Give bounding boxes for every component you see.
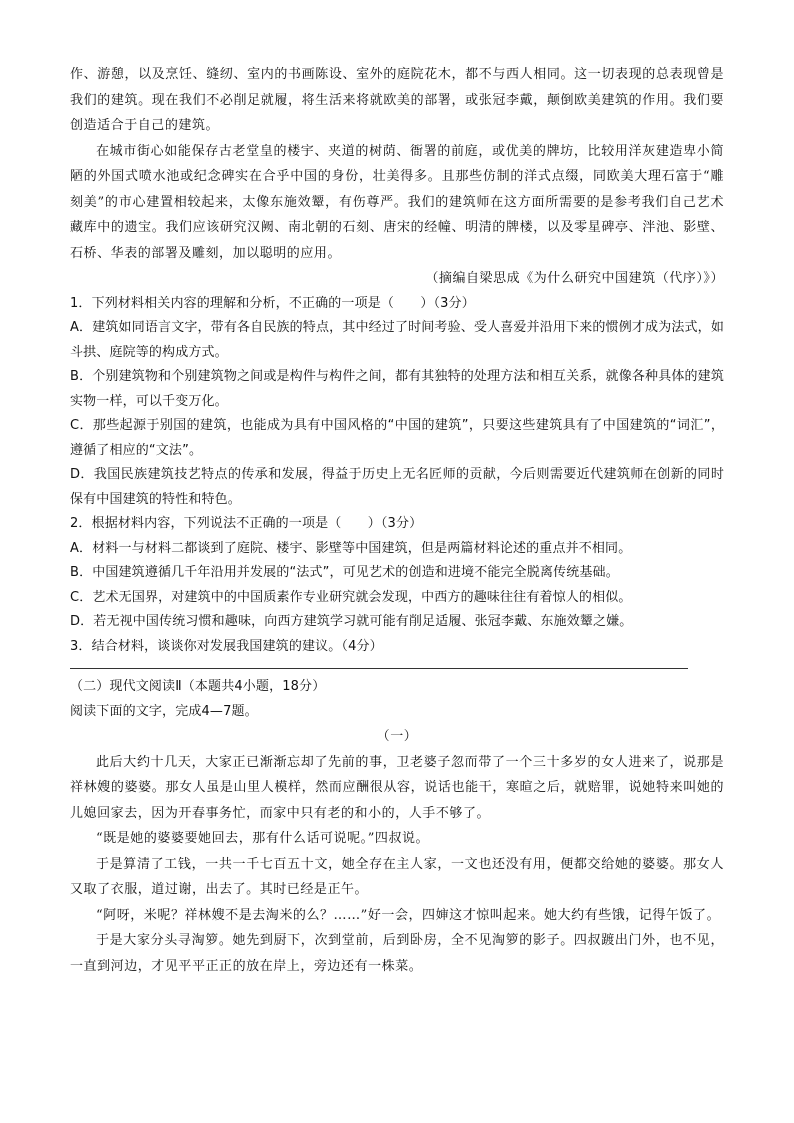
question-1 bbox=[70, 292, 724, 513]
question-2-option-c: C．艺术无国界，对建筑中的中国质素作专业研究就会发现，中西方的趣味往往有着惊人的相似。 bbox=[70, 589, 632, 605]
section-divider bbox=[70, 668, 688, 669]
question-1-option-b: B．个别建筑物和个别建筑物之间或是构件与构件之间，都有其独特的处理方法和相互关系，就像各种具体的建筑实物一样，可以千变万化。 bbox=[70, 369, 724, 409]
exam-page bbox=[70, 62, 724, 979]
question-3-stem: 3．结合材料，谈谈你对发展我国建筑的建议。（4分） bbox=[70, 638, 383, 654]
passage-paragraph: 于是大家分头寻淘箩。她先到厨下，次到堂前，后到卧房，全不见淘箩的影子。四叔踱出门外，也不见，一直到河边，才见平平正正的放在岸上，旁边还有一株菜。 bbox=[70, 933, 724, 974]
section-two bbox=[70, 675, 724, 979]
passage-part-label: （一） bbox=[376, 729, 418, 744]
material-one-paragraph-continued: 作、游憩，以及烹饪、缝纫、室内的书画陈设、室外的庭院花木，都不与西人相同。这一切表现的总表现曾是我们的建筑。现在我们不必削足就履，将生活来将就欧美的部署，或张冠李戴，颠倒欧美建筑的作用。我们要创造适合于自己的建筑。 bbox=[70, 67, 724, 133]
material-one-paragraph: 在城市街心如能保存古老堂皇的楼宇、夹道的树荫、衙署的前庭，或优美的牌坊，比较用洋灰建造卑小简陋的外国式喷水池或纪念碑实在合乎中国的身份，壮美得多。且那些仿制的洋式点缀，同欧美大理石富于“雕刻美”的市心建置相较起来，太像东施效颦，有伤尊严。我们的建筑师在这方面所需要的是参考我们自己艺术藏库中的遗宝。我们应该研究汉阙、南北朝的石刻、唐宋的经幢、明清的牌楼，以及零星碑亭、泮池、影壁、石桥、华表的部署及雕刻，加以聪明的应用。 bbox=[70, 143, 724, 261]
passage-paragraph: 此后大约十几天，大家正已渐渐忘却了先前的事，卫老婆子忽而带了一个三十多岁的女人进来了，说那是祥林嫂的婆婆。那女人虽是山里人模样，然而应酬很从容，说话也能干，寒暄之后，就赔罪，说她特来叫她的儿媳回家去，因为开春事务忙，而家中只有老的和小的，人手不够了。 bbox=[70, 754, 724, 821]
question-1-option-a: A．建筑如同语言文字，带有各自民族的特点，其中经过了时间考验、受人喜爱并沿用下来的惯例才成为法式，如斗拱、庭院等的构成方式。 bbox=[70, 320, 724, 360]
question-1-option-d: D．我国民族建筑技艺特点的传承和发展，得益于历史上无名匠师的贡献，今后则需要近代建筑师在创新的同时保有中国建筑的特性和特色。 bbox=[70, 467, 724, 507]
material-source: （摘编自梁思成《为什么研究中国建筑（代序）》） bbox=[425, 271, 724, 286]
question-2-option-d: D．若无视中国传统习惯和趣味，向西方建筑学习就可能有削足适履、张冠李戴、东施效颦之嫌。 bbox=[70, 614, 633, 629]
passage-paragraph: “阿呀，米呢？祥林嫂不是去淘米的么？……”好一会，四婶这才惊叫起来。她大约有些饿，记得午饭了。 bbox=[96, 907, 721, 923]
question-2-stem: 2．根据材料内容，下列说法不正确的一项是（ ）（3分） bbox=[70, 516, 423, 531]
passage-paragraph: 于是算清了工钱，一共一千七百五十文，她全存在主人家，一文也还没有用，便都交给她的婆婆。那女人又取了衣服，道过谢，出去了。其时已经是正午。 bbox=[70, 856, 724, 897]
section-two-heading: （二）现代文阅读Ⅱ（本题共4小题，18分） bbox=[70, 679, 326, 694]
question-2-option-a: A．材料一与材料二都谈到了庭院、楼宇、影壁等中国建筑，但是两篇材料论述的重点并不相同。 bbox=[70, 540, 632, 556]
question-1-option-c: C．那些起源于别国的建筑，也能成为具有中国风格的“中国的建筑”，只要这些建筑具有了中国建筑的“词汇”，遵循了相应的“文法”。 bbox=[70, 418, 724, 458]
question-1-stem: 1．下列材料相关内容的理解和分析，不正确的一项是（ ）（3分） bbox=[70, 295, 475, 311]
section-two-instruction: 阅读下面的文字，完成4—7题。 bbox=[70, 703, 258, 719]
question-2 bbox=[70, 512, 724, 635]
passage-paragraph: “既是她的婆婆要她回去，那有什么话可说呢。”四叔说。 bbox=[96, 831, 430, 846]
question-2-option-b: B．中国建筑遵循几千年沿用并发展的“法式”，可见艺术的创造和进境不能完全脱离传统基础。 bbox=[70, 565, 619, 580]
